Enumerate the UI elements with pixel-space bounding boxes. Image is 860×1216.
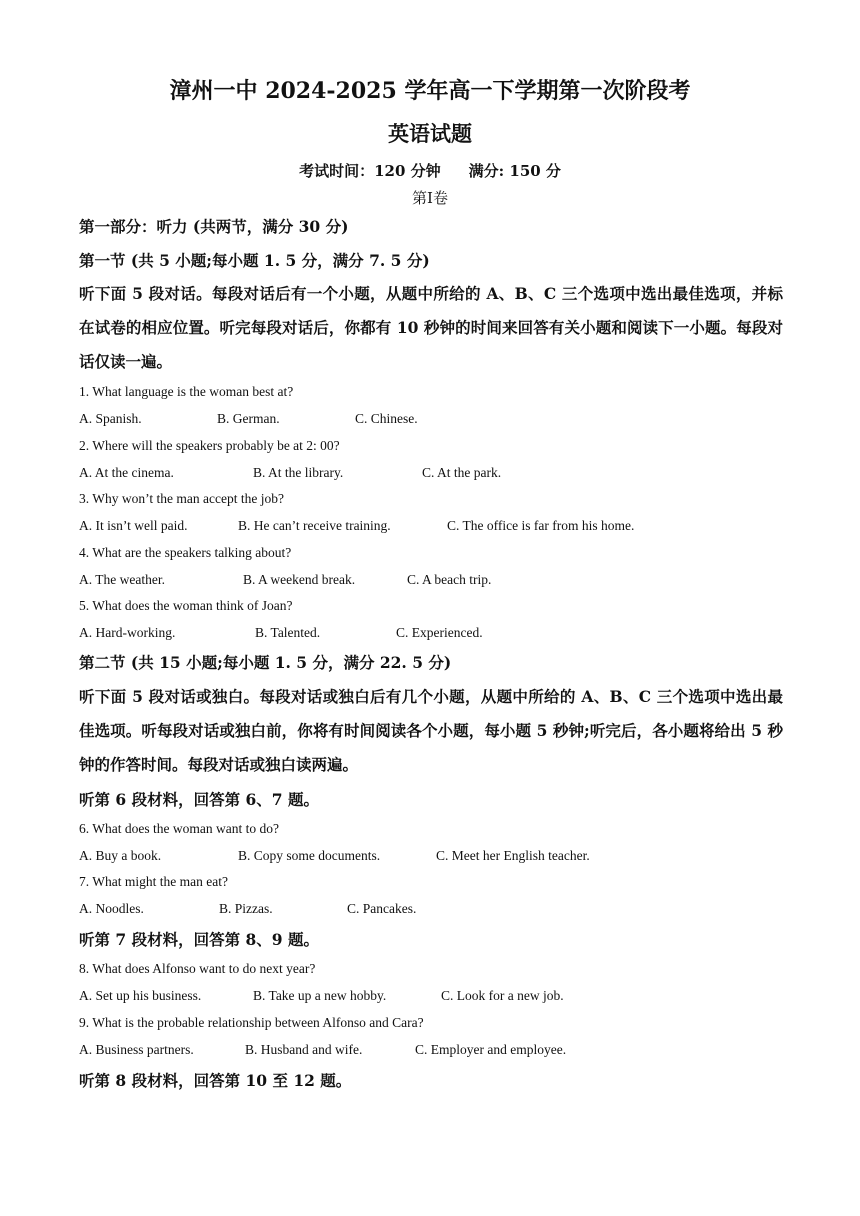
option-c: C. Look for a new job. <box>441 988 564 1003</box>
question-3: 3. Why won’t the man accept the job? <box>79 491 284 506</box>
option-a: A. Buy a book. <box>79 848 162 863</box>
option-a: A. At the cinema. <box>79 465 174 480</box>
question-9: 9. What is the probable relationship between Alfonso and Cara? <box>79 1015 424 1030</box>
exam-time: 考试时间：120 分钟 <box>299 162 441 180</box>
material-8-heading: 听第 8 段材料，回答第 10 至 12 题。 <box>79 1071 352 1090</box>
question-2: 2. Where will the speakers probably be at 2: 00? <box>79 438 340 453</box>
part1-heading: 第一部分：听力 (共两节，满分 30 分) <box>79 217 349 236</box>
options-5 <box>79 624 783 642</box>
option-c: C. At the park. <box>422 465 502 480</box>
question-6: 6. What does the woman want to do? <box>79 821 279 836</box>
exam-subtitle: 英语试题 <box>388 121 472 146</box>
section1-instructions: 听下面 5 段对话。每段对话后有一个小题，从题中所给的 A、B、C 三个选项中选出最佳选项，并标在试卷的相应位置。听完每段对话后，你都有 10 秒钟的时间来回答有关小题和阅读下一小题。每段对话仅读一遍。 <box>79 284 783 371</box>
question-7: 7. What might the man eat? <box>79 874 228 889</box>
option-c: C. The office is far from his home. <box>447 518 635 533</box>
question-4: 4. What are the speakers talking about? <box>79 545 292 560</box>
option-a: A. Business partners. <box>79 1042 194 1057</box>
exam-meta <box>0 160 860 181</box>
options-7 <box>79 900 783 918</box>
option-c: C. Employer and employee. <box>415 1042 567 1057</box>
options-1 <box>79 410 783 428</box>
option-a: A. Hard-working. <box>79 625 176 640</box>
option-c: C. Meet her English teacher. <box>436 848 590 863</box>
option-b: B. Pizzas. <box>219 901 273 916</box>
question-1: 1. What language is the woman best at? <box>79 384 294 399</box>
option-b: B. A weekend break. <box>243 572 356 587</box>
option-a: A. Spanish. <box>79 411 142 426</box>
option-a: A. Noodles. <box>79 901 144 916</box>
options-8 <box>79 987 783 1005</box>
exam-score: 满分: 150 分 <box>468 162 561 180</box>
material-7-heading: 听第 7 段材料，回答第 8、9 题。 <box>79 930 319 949</box>
section1-heading: 第一节 (共 5 小题;每小题 1. 5 分，满分 7. 5 分) <box>79 251 430 270</box>
options-6 <box>79 847 783 865</box>
option-b: B. Take up a new hobby. <box>253 988 387 1003</box>
option-b: B. At the library. <box>253 465 344 480</box>
question-5: 5. What does the woman think of Joan? <box>79 598 293 613</box>
option-b: B. Copy some documents. <box>238 848 381 863</box>
option-b: B. He can’t receive training. <box>238 518 391 533</box>
volume-label: 第Ⅰ卷 <box>412 189 448 207</box>
option-c: C. Pancakes. <box>347 901 417 916</box>
exam-title: 漳州一中 2024-2025 学年高一下学期第一次阶段考 <box>169 78 691 104</box>
option-a: A. Set up his business. <box>79 988 202 1003</box>
option-b: B. Talented. <box>255 625 321 640</box>
material-6-heading: 听第 6 段材料，回答第 6、7 题。 <box>79 790 319 809</box>
options-9 <box>79 1041 783 1059</box>
section2-heading: 第二节 (共 15 小题;每小题 1. 5 分，满分 22. 5 分) <box>79 653 452 672</box>
section2-instructions: 听下面 5 段对话或独白。每段对话或独白后有几个小题，从题中所给的 A、B、C 三个选项中选出最佳选项。听每段对话或独白前，你将有时间阅读各个小题，每小题 5 秒钟;听完后，各小题将给出 5 秒钟的作答时间。每段对话或独白读两遍。 <box>79 687 783 774</box>
option-c: C. Experienced. <box>396 625 483 640</box>
option-a: A. The weather. <box>79 572 165 587</box>
option-b: B. German. <box>217 411 280 426</box>
options-2 <box>79 464 783 482</box>
option-c: C. Chinese. <box>355 411 418 426</box>
options-4 <box>79 571 783 589</box>
option-b: B. Husband and wife. <box>245 1042 363 1057</box>
options-3 <box>79 517 783 535</box>
option-c: C. A beach trip. <box>407 572 492 587</box>
option-a: A. It isn’t well paid. <box>79 518 188 533</box>
question-8: 8. What does Alfonso want to do next year? <box>79 961 316 976</box>
